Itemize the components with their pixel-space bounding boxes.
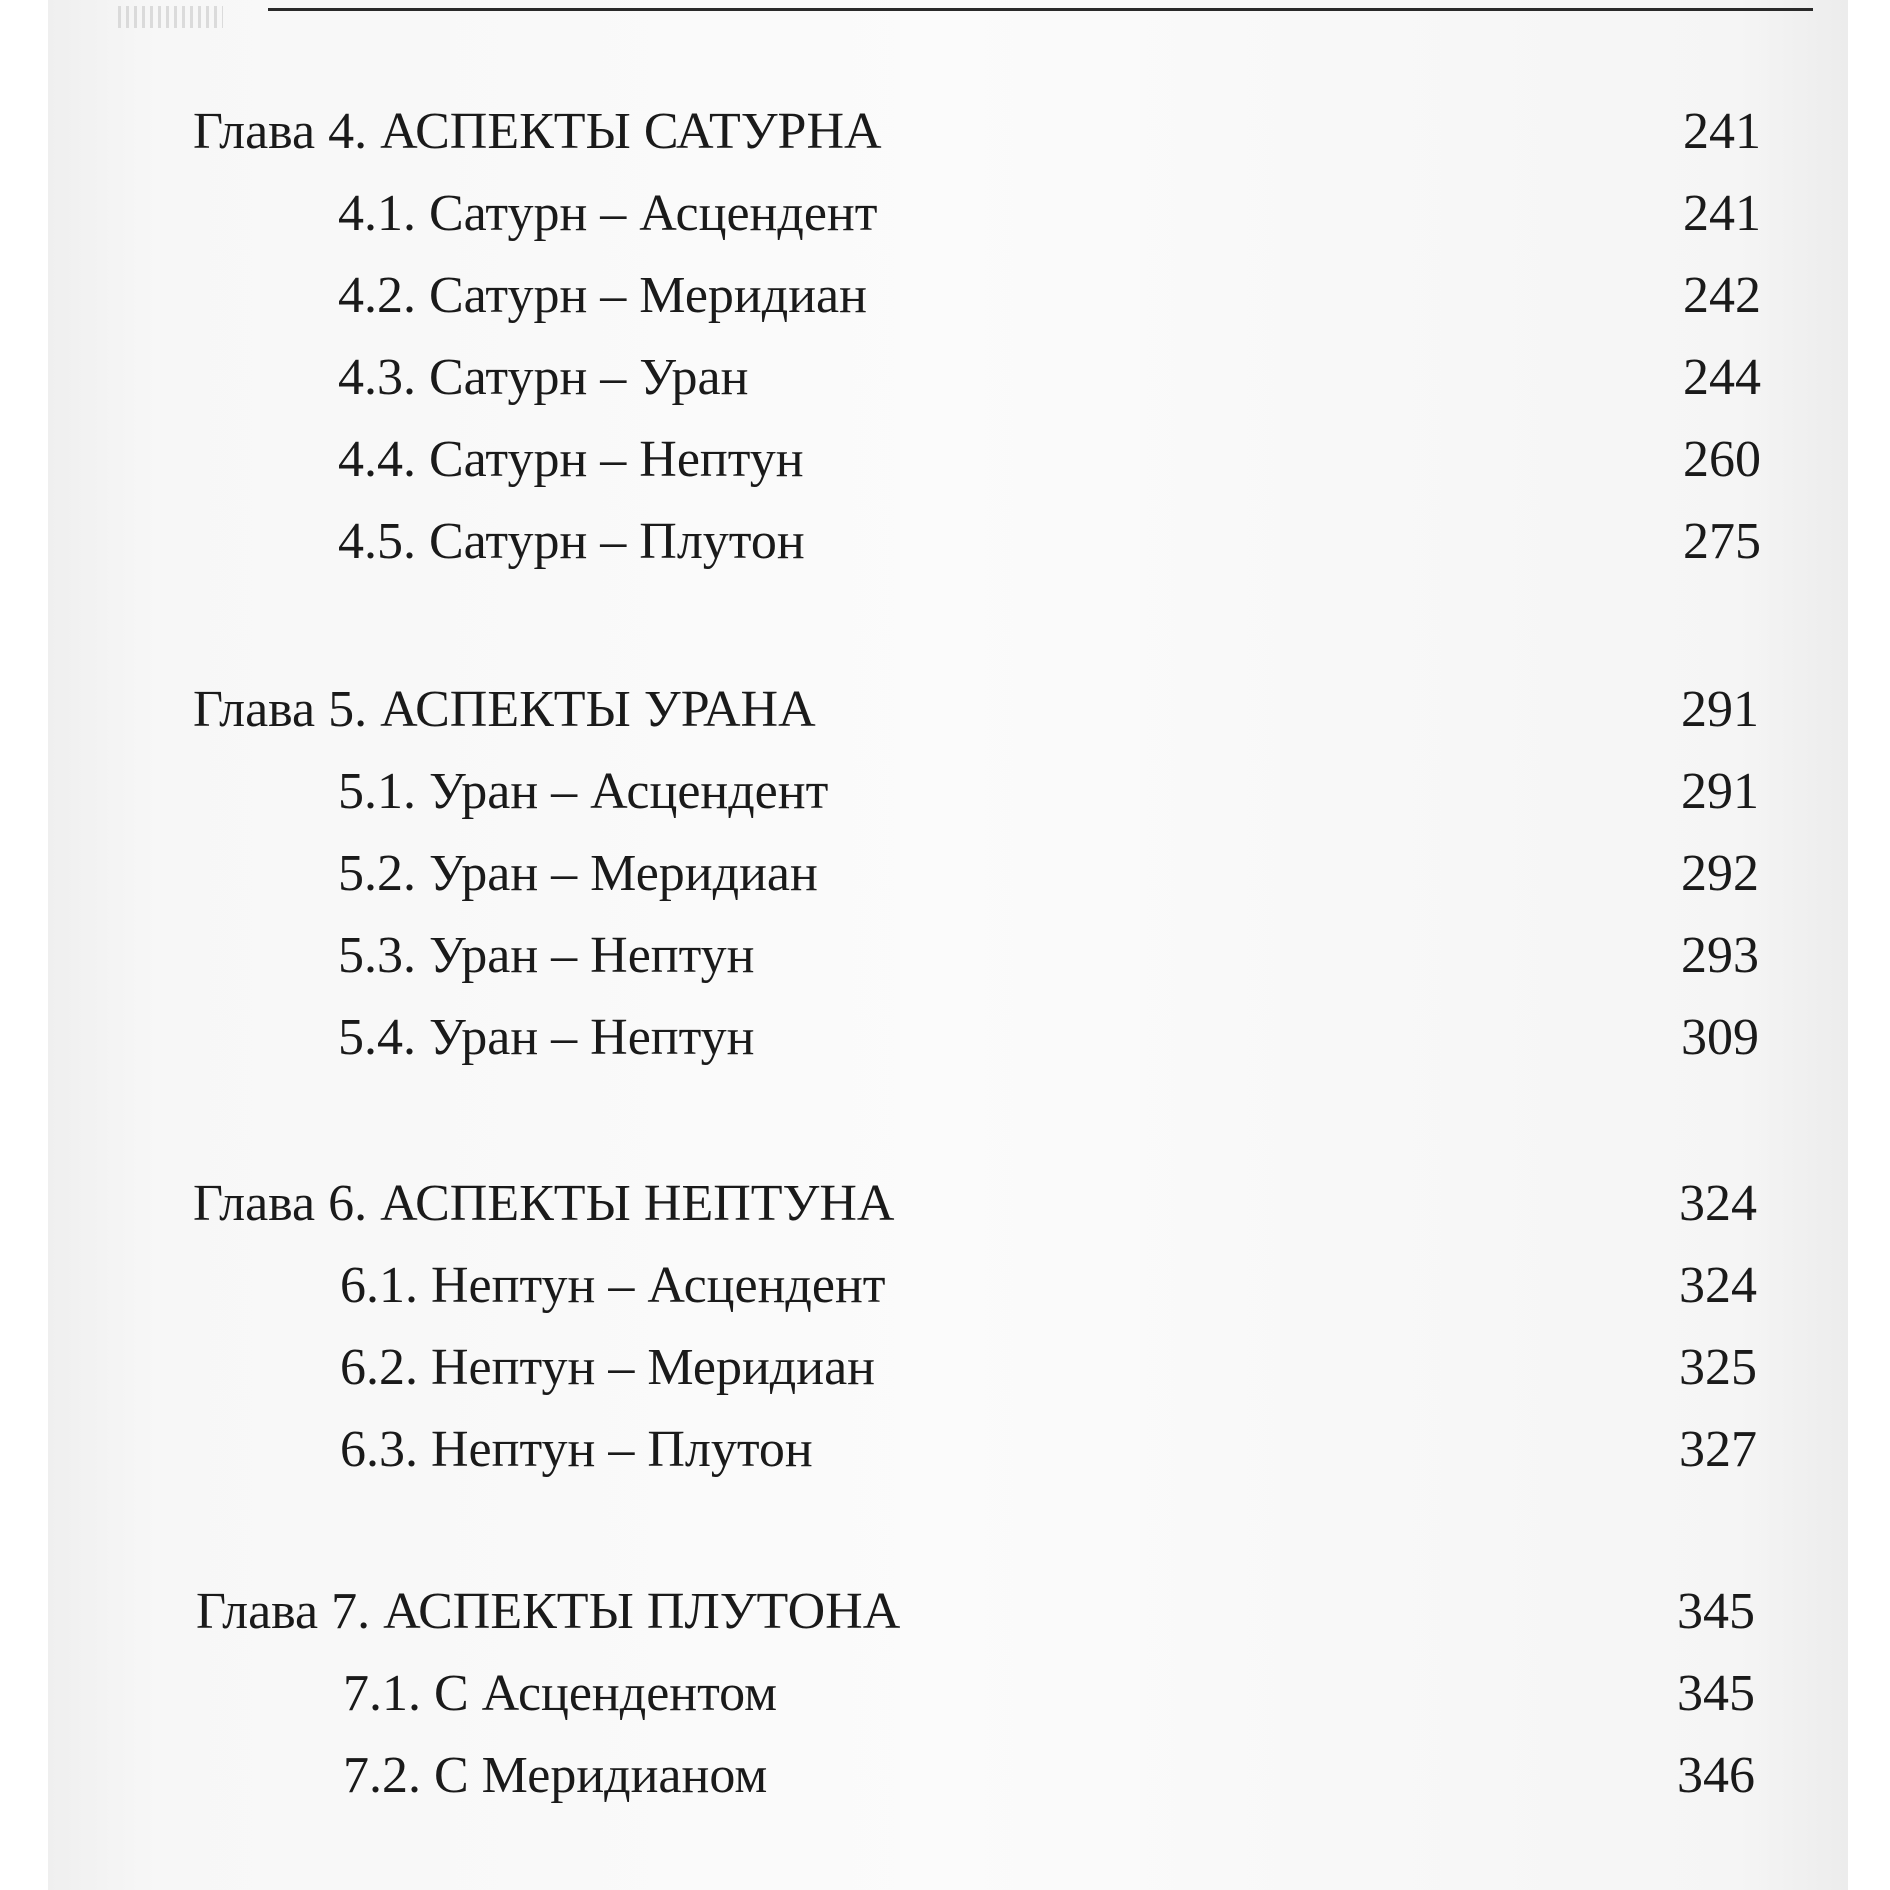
chapter-title: Глава 6. АСПЕКТЫ НЕПТУНА — [193, 1175, 895, 1232]
toc-section-4-5 — [193, 510, 1773, 574]
page-number: 242 — [1683, 267, 1761, 324]
page-number: 275 — [1683, 513, 1761, 570]
chapter-title: Глава 4. АСПЕКТЫ САТУРНА — [193, 103, 882, 160]
toc-section-5-4 — [193, 1006, 1773, 1070]
page-number: 327 — [1679, 1421, 1757, 1478]
section-title: 5.4. Уран – Нептун — [338, 1009, 755, 1066]
section-title: 5.1. Уран – Асцендент — [338, 763, 829, 820]
section-title: 4.5. Сатурн – Плутон — [338, 513, 805, 570]
toc-section-5-2 — [193, 842, 1773, 906]
toc-chapter-4 — [193, 100, 1773, 164]
page-number: 324 — [1679, 1257, 1757, 1314]
toc-section-7-1 — [196, 1662, 1776, 1726]
section-title: 4.2. Сатурн – Меридиан — [338, 267, 867, 324]
toc-chapter-5 — [193, 678, 1773, 742]
page-number: 241 — [1683, 103, 1761, 160]
chapter-title: Глава 7. АСПЕКТЫ ПЛУТОНА — [196, 1583, 901, 1640]
book-page — [48, 0, 1848, 1890]
page-number: 293 — [1681, 927, 1759, 984]
section-title: 5.2. Уран – Меридиан — [338, 845, 818, 902]
section-title: 5.3. Уран – Нептун — [338, 927, 755, 984]
page-number: 325 — [1679, 1339, 1757, 1396]
section-title: 7.2. С Меридианом — [343, 1747, 768, 1804]
section-title: 6.3. Нептун – Плутон — [340, 1421, 813, 1478]
toc-chapter-7 — [196, 1580, 1776, 1644]
page-number: 345 — [1677, 1583, 1755, 1640]
page-number: 292 — [1681, 845, 1759, 902]
page-number: 345 — [1677, 1665, 1755, 1722]
section-title: 4.1. Сатурн – Асцендент — [338, 185, 878, 242]
toc-section-6-3 — [193, 1418, 1773, 1482]
toc-section-4-2 — [193, 264, 1773, 328]
page-number: 244 — [1683, 349, 1761, 406]
section-title: 4.4. Сатурн – Нептун — [338, 431, 804, 488]
page-number: 241 — [1683, 185, 1761, 242]
toc-section-4-4 — [193, 428, 1773, 492]
toc-section-5-1 — [193, 760, 1773, 824]
page-number: 309 — [1681, 1009, 1759, 1066]
toc-section-5-3 — [193, 924, 1773, 988]
page-number: 260 — [1683, 431, 1761, 488]
toc-section-6-1 — [193, 1254, 1773, 1318]
toc-section-7-2 — [196, 1744, 1776, 1808]
page-number: 291 — [1681, 681, 1759, 738]
section-title: 6.1. Нептун – Асцендент — [340, 1257, 886, 1314]
section-title: 4.3. Сатурн – Уран — [338, 349, 749, 406]
page-number: 346 — [1677, 1747, 1755, 1804]
toc-section-4-3 — [193, 346, 1773, 410]
section-title: 6.2. Нептун – Меридиан — [340, 1339, 875, 1396]
page-number: 291 — [1681, 763, 1759, 820]
chapter-title: Глава 5. АСПЕКТЫ УРАНА — [193, 681, 816, 738]
page-number: 324 — [1679, 1175, 1757, 1232]
table-of-contents — [48, 0, 1848, 1890]
section-title: 7.1. С Асцендентом — [343, 1665, 778, 1722]
toc-section-4-1 — [193, 182, 1773, 246]
toc-section-6-2 — [193, 1336, 1773, 1400]
toc-chapter-6 — [193, 1172, 1773, 1236]
